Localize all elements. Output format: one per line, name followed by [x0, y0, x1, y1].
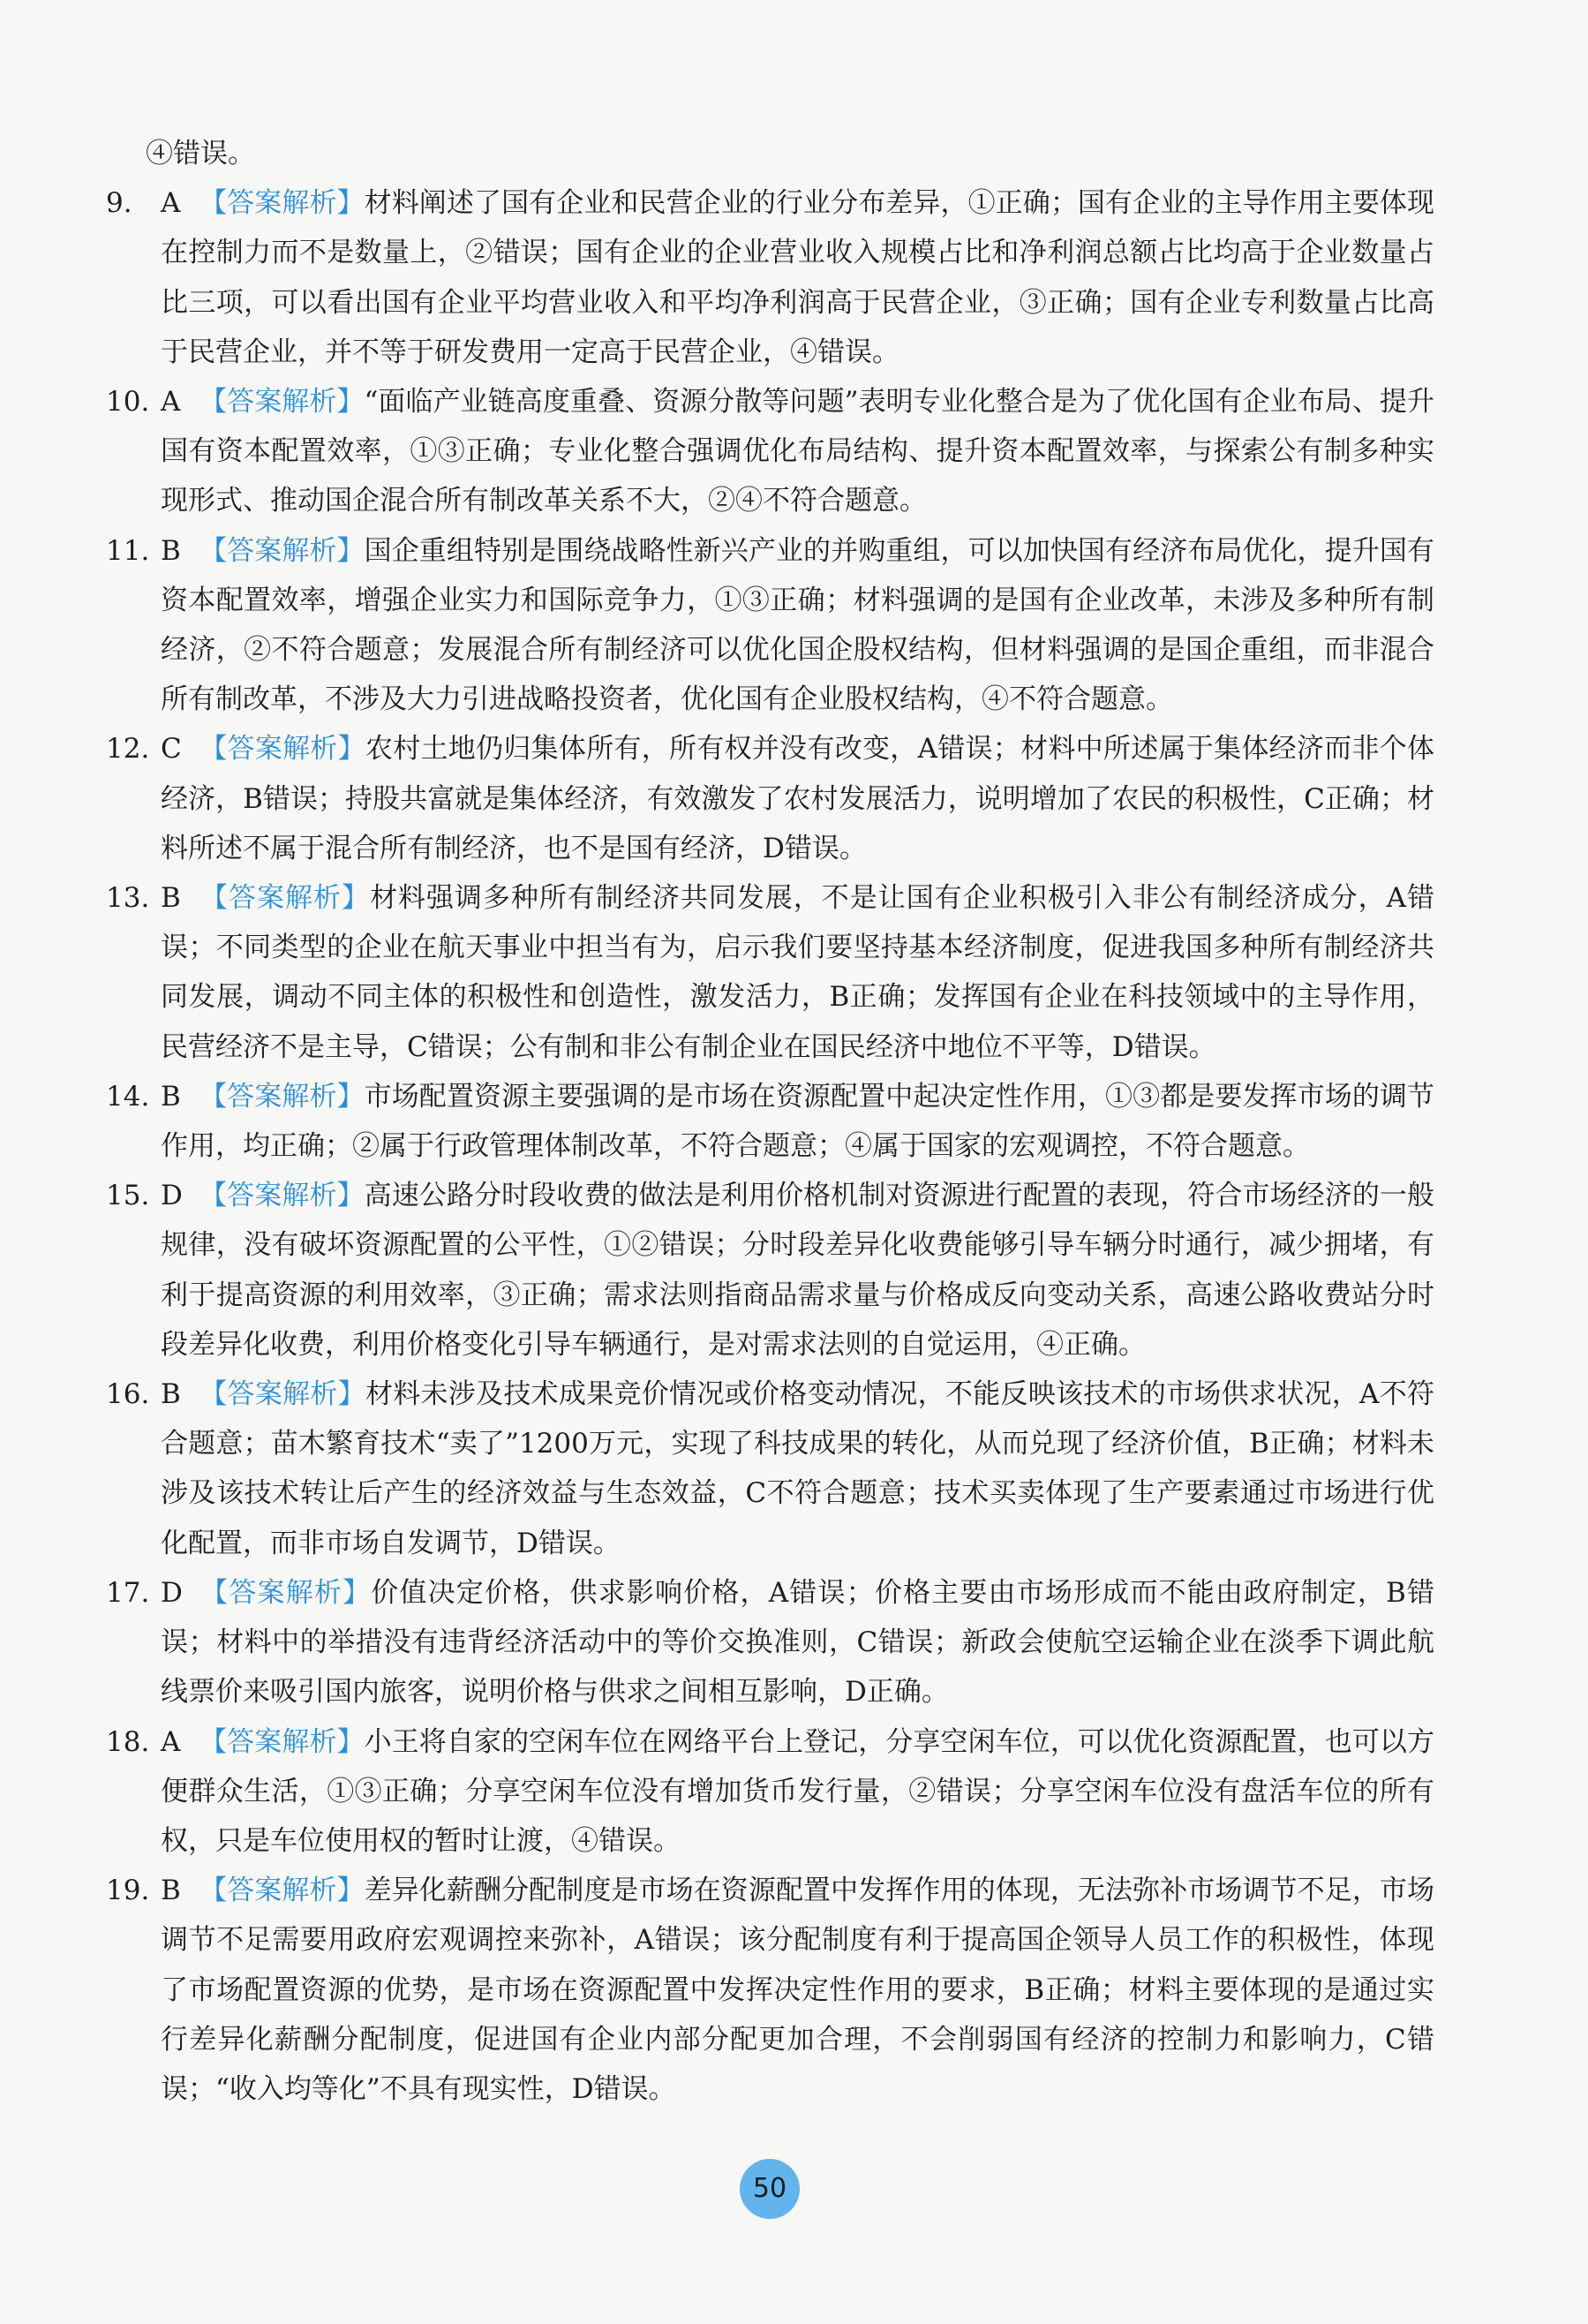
analysis-tag: 【答案解析】	[199, 187, 365, 220]
question-number: 17.	[106, 1576, 150, 1609]
question-number: 16.	[106, 1378, 150, 1411]
answer-item	[106, 178, 1434, 377]
question-number: 13.	[106, 882, 150, 915]
question-number: 14.	[106, 1080, 150, 1113]
answer-letter: B	[161, 1080, 181, 1113]
analysis-text: “面临产业链高度重叠、资源分散等问题”表明专业化整合是为了优化国有企业布局、提升国有资本配置效率，①③正确；专业化整合强调优化布局结构、提升资本配置效率，与探索公有制多种实现形式、推动国企混合所有制改革关系不大，②④不符合题意。	[161, 386, 1435, 517]
answer-item	[106, 1717, 1434, 1867]
answer-item	[106, 1370, 1434, 1568]
answer-item	[106, 1171, 1434, 1370]
answer-letter: D	[161, 1180, 183, 1212]
analysis-text: 价值决定价格，供求影响价格，A错误；价格主要由市场形成而不能由政府制定，B错误；材料中的举措没有违背经济活动中的等价交换准则，C错误；新政会使航空运输企业在淡季下调此航线票价来吸引国内旅客，说明价格与供求之间相互影响，D正确。	[161, 1576, 1434, 1709]
question-number: 18.	[106, 1725, 150, 1758]
question-number: 9.	[106, 187, 132, 220]
answer-item	[106, 377, 1434, 526]
answer-item	[106, 1866, 1434, 2114]
analysis-tag: 【答案解析】	[199, 534, 365, 567]
analysis-tag: 【答案解析】	[199, 1875, 365, 1907]
analysis-tag: 【答案解析】	[199, 1080, 365, 1113]
answer-item	[106, 1568, 1434, 1717]
analysis-text: 材料未涉及技术成果竞价情况或价格变动情况，不能反映该技术的市场供求状况，A不符合题意；苗木繁育技术“卖了”1200万元，实现了科技成果的转化，从而兑现了经济价值，B正确；材料未涉及该技术转让后产生的经济效益与生态效益，C不符合题意；技术买卖体现了生产要素通过市场进行优化配置，而非市场自发调节，D错误。	[161, 1378, 1434, 1559]
analysis-tag: 【答案解析】	[199, 1180, 365, 1212]
analysis-tag: 【答案解析】	[199, 1378, 365, 1411]
analysis-text: 差异化薪酬分配制度是市场在资源配置中发挥作用的体现，无法弥补市场调节不足，市场调节不足需要用政府宏观调控来弥补，A错误；该分配制度有利于提高国企领导人员工作的积极性，体现了市场配置资源的优势，是市场在资源配置中发挥决定性作用的要求，B正确；材料主要体现的是通过实行差异化薪酬分配制度，促进国有企业内部分配更加合理，不会削弱国有经济的控制力和影响力，C错误；“收入均等化”不具有现实性，D错误。	[161, 1875, 1434, 2105]
question-number: 10.	[106, 386, 150, 419]
analysis-text: 市场配置资源主要强调的是市场在资源配置中起决定性作用，①③都是要发挥市场的调节作用，均正确；②属于行政管理体制改革，不符合题意；④属于国家的宏观调控，不符合题意。	[161, 1080, 1434, 1163]
analysis-text: 农村土地仍归集体所有，所有权并没有改变，A错误；材料中所述属于集体经济而非个体经济，B错误；持股共富就是集体经济，有效激发了农村发展活力，说明增加了农民的积极性，C正确；材料所述不属于混合所有制经济，也不是国有经济，D错误。	[161, 733, 1434, 864]
analysis-tag: 【答案解析】	[199, 386, 365, 419]
answer-item	[106, 1072, 1434, 1171]
answer-item	[106, 724, 1434, 873]
answer-letter: A	[161, 187, 181, 220]
answer-letter: D	[161, 1576, 183, 1609]
analysis-text: 小王将自家的空闲车位在网络平台上登记，分享空闲车位，可以优化资源配置，也可以方便群众生活，①③正确；分享空闲车位没有增加货币发行量，②错误；分享空闲车位没有盘活车位的所有权，只是车位使用权的暂时让渡，④错误。	[161, 1725, 1434, 1857]
question-number: 15.	[106, 1180, 150, 1212]
answer-letter: B	[161, 534, 181, 567]
analysis-tag: 【答案解析】	[199, 733, 365, 766]
page-number-badge: 50	[740, 2159, 800, 2219]
analysis-tag: 【答案解析】	[199, 882, 370, 915]
analysis-text: 材料强调多种所有制经济共同发展，不是让国有企业积极引入非公有制经济成分，A错误；不同类型的企业在航天事业中担当有为，启示我们要坚持基本经济制度，促进我国多种所有制经济共同发展，调动不同主体的积极性和创造性，激发活力，B正确；发挥国有企业在科技领域中的主导作用，民营经济不是主导，C错误；公有制和非公有制企业在国民经济中地位不平等，D错误。	[161, 882, 1434, 1063]
analysis-text: 高速公路分时段收费的做法是利用价格机制对资源进行配置的表现，符合市场经济的一般规律，没有破坏资源配置的公平性，①②错误；分时段差异化收费能够引导车辆分时通行，减少拥堵，有利于提高资源的利用效率，③正确；需求法则指商品需求量与价格成反向变动关系，高速公路收费站分时段差异化收费，利用价格变化引导车辆通行，是对需求法则的自觉运用，④正确。	[161, 1180, 1434, 1361]
answer-letter: B	[161, 1875, 181, 1907]
answer-list	[106, 129, 1434, 2114]
answer-letter: B	[161, 1378, 181, 1411]
continuation-line: ④错误。	[146, 138, 255, 170]
question-number: 11.	[106, 534, 150, 567]
analysis-tag: 【答案解析】	[199, 1576, 372, 1609]
answer-letter: C	[161, 733, 182, 766]
answer-letter: B	[161, 882, 181, 915]
answer-item	[106, 526, 1434, 725]
answer-item	[106, 873, 1434, 1072]
question-number: 12.	[106, 733, 150, 766]
answer-letter: A	[161, 1725, 181, 1758]
answer-letter: A	[161, 386, 181, 419]
analysis-text: 国企重组特别是围绕战略性新兴产业的并购重组，可以加快国有经济布局优化，提升国有资本配置效率，增强企业实力和国际竞争力，①③正确；材料强调的是国有企业改革，未涉及多种所有制经济，②不符合题意；发展混合所有制经济可以优化国企股权结构，但材料强调的是国企重组，而非混合所有制改革，不涉及大力引进战略投资者，优化国有企业股权结构，④不符合题意。	[161, 534, 1434, 716]
question-number: 19.	[106, 1875, 150, 1907]
analysis-tag: 【答案解析】	[199, 1725, 365, 1758]
analysis-text: 材料阐述了国有企业和民营企业的行业分布差异，①正确；国有企业的主导作用主要体现在控制力而不是数量上，②错误；国有企业的企业营业收入规模占比和净利润总额占比均高于企业数量占比三项，可以看出国有企业平均营业收入和平均净利润高于民营企业，③正确；国有企业专利数量占比高于民营企业，并不等于研发费用一定高于民营企业，④错误。	[161, 187, 1434, 368]
